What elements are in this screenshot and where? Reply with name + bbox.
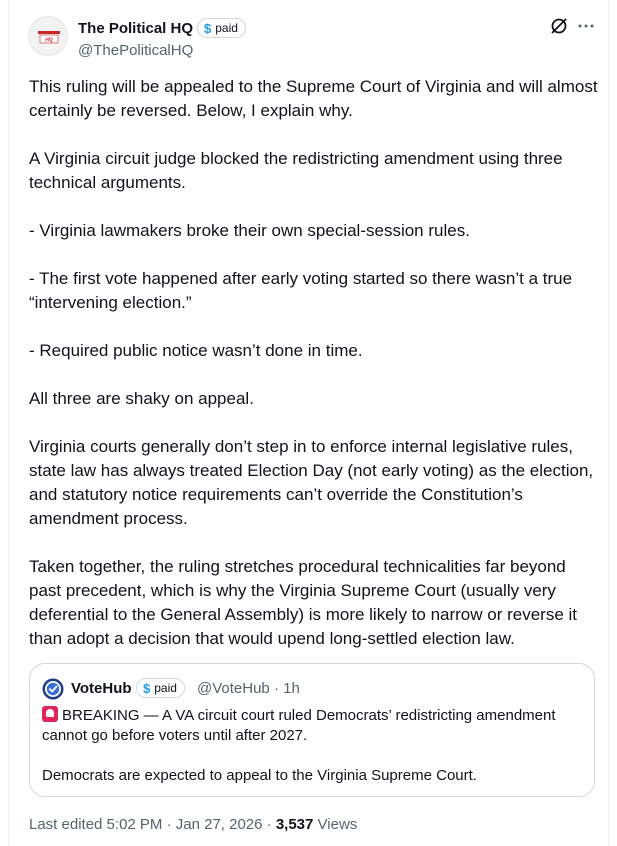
tweet-meta	[29, 815, 357, 835]
paid-label: paid	[215, 21, 238, 35]
views-label: Views	[313, 816, 358, 833]
tweet-paragraph: - Required public notice wasn’t done in time.	[29, 341, 363, 360]
quote-paid-badge[interactable]	[136, 678, 185, 698]
author-avatar[interactable]	[28, 16, 68, 56]
dollar-icon: $	[204, 20, 212, 36]
tweet-paragraph: - The first vote happened after early voting started so there wasn’t a true “intervening election.”	[29, 269, 573, 312]
views-count: 3,537	[275, 816, 314, 833]
svg-text:HQ: HQ	[45, 37, 53, 44]
grok-icon[interactable]	[549, 16, 569, 36]
tweet-paragraph: Virginia courts generally don’t step in to enforce internal legislative rules, state law has always treated Election Day (not early voting) as the election, and statutory notice requirements can’t override the Constitution’s amendment process.	[29, 437, 594, 528]
votehub-avatar[interactable]	[42, 678, 64, 700]
tweet-paragraph: - Virginia lawmakers broke their own special-session rules.	[29, 221, 470, 240]
tweet-paragraph: A Virginia circuit judge blocked the redistricting amendment using three technical arguments.	[29, 149, 563, 192]
paid-label: paid	[154, 681, 177, 695]
quote-line-1: BREAKING — A VA circuit court ruled Democrats’ redistricting amendment cannot go before voters until after 2027.	[42, 707, 556, 744]
quote-text	[42, 706, 582, 786]
quote-line-2: Democrats are expected to appeal to the Virginia Supreme Court.	[42, 767, 477, 784]
votehub-check-icon	[42, 678, 64, 700]
quoted-tweet[interactable]	[29, 663, 595, 797]
tweet-paragraph: All three are shaky on appeal.	[29, 389, 254, 408]
tweet-paragraph: This ruling will be appealed to the Supreme Court of Virginia and will almost certainly be reversed. Below, I explain why.	[29, 77, 598, 120]
author-name[interactable]: The Political HQ	[78, 20, 194, 37]
siren-icon	[42, 706, 58, 722]
author-handle[interactable]: @ThePoliticalHQ	[78, 42, 194, 59]
quote-handle-time[interactable]: @VoteHub · 1h	[197, 680, 300, 697]
tweet-paragraph: Taken together, the ruling stretches procedural technicalities far beyond past precedent, which is why the Virginia Supreme Court (usually very deferential to the General Assembly) is more likely to narrow or reverse it than adopt a decision that would upend long-settled election law.	[29, 557, 578, 648]
edited-timestamp[interactable]: Last edited 5:02 PM · Jan 27, 2026 ·	[29, 816, 276, 833]
tweet-text	[29, 75, 599, 651]
political-hq-logo	[29, 17, 68, 56]
quote-author-name[interactable]: VoteHub	[71, 680, 132, 697]
dollar-icon: $	[143, 680, 151, 696]
paid-badge[interactable]	[197, 18, 246, 38]
more-icon[interactable]	[576, 16, 596, 36]
